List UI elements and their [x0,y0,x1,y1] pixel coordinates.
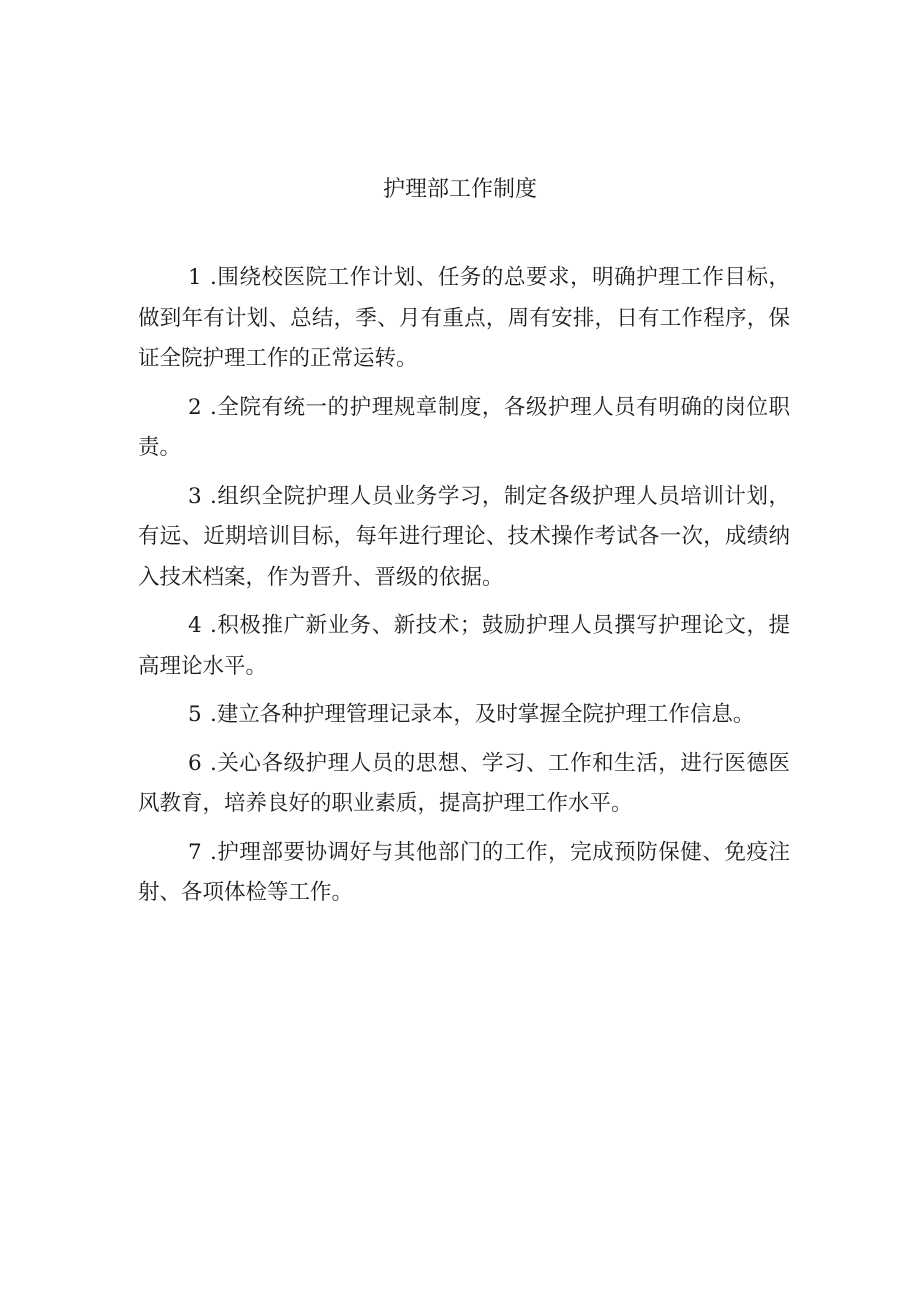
item-number: 6 [188,750,202,776]
document-body [138,258,790,922]
list-item [138,258,790,380]
list-item [138,388,790,469]
item-number: 4 [188,613,202,638]
list-item [138,477,790,599]
list-item [138,606,790,687]
item-text: .积极推广新业务、新技术；鼓励护理人员撰写护理论文，提高理论水平。 [138,613,790,679]
item-number: 7 [188,839,202,865]
item-number: 5 [188,702,202,727]
item-text: .围绕校医院工作计划、任务的总要求，明确护理工作目标，做到年有计划、总结，季、月有重点，周有安排，日有工作程序，保证全院护理工作的正常运转。 [138,265,790,371]
item-text: .组织全院护理人员业务学习，制定各级护理人员培训计划，有远、近期培训目标，每年进行理论、技术操作考试各一次，成绩纳入技术档案，作为晋升、晋级的依据。 [138,483,790,590]
item-number: 2 [188,394,202,420]
item-text: .全院有统一的护理规章制度，各级护理人员有明确的岗位职责。 [138,394,790,460]
item-text: .关心各级护理人员的思想、学习、工作和生活，进行医德医风教育，培养良好的职业素质，提高护理工作水平。 [138,750,790,816]
list-item [138,744,790,825]
list-item [138,695,790,736]
item-number: 1 [188,265,202,290]
item-text: .护理部要协调好与其他部门的工作，完成预防保健、免疫注射、各项体检等工作。 [138,839,790,905]
document-title: 护理部工作制度 [382,177,537,202]
item-text: .建立各种护理管理记录本，及时掌握全院护理工作信息。 [210,702,755,727]
list-item [138,833,790,914]
item-number: 3 [188,483,202,509]
